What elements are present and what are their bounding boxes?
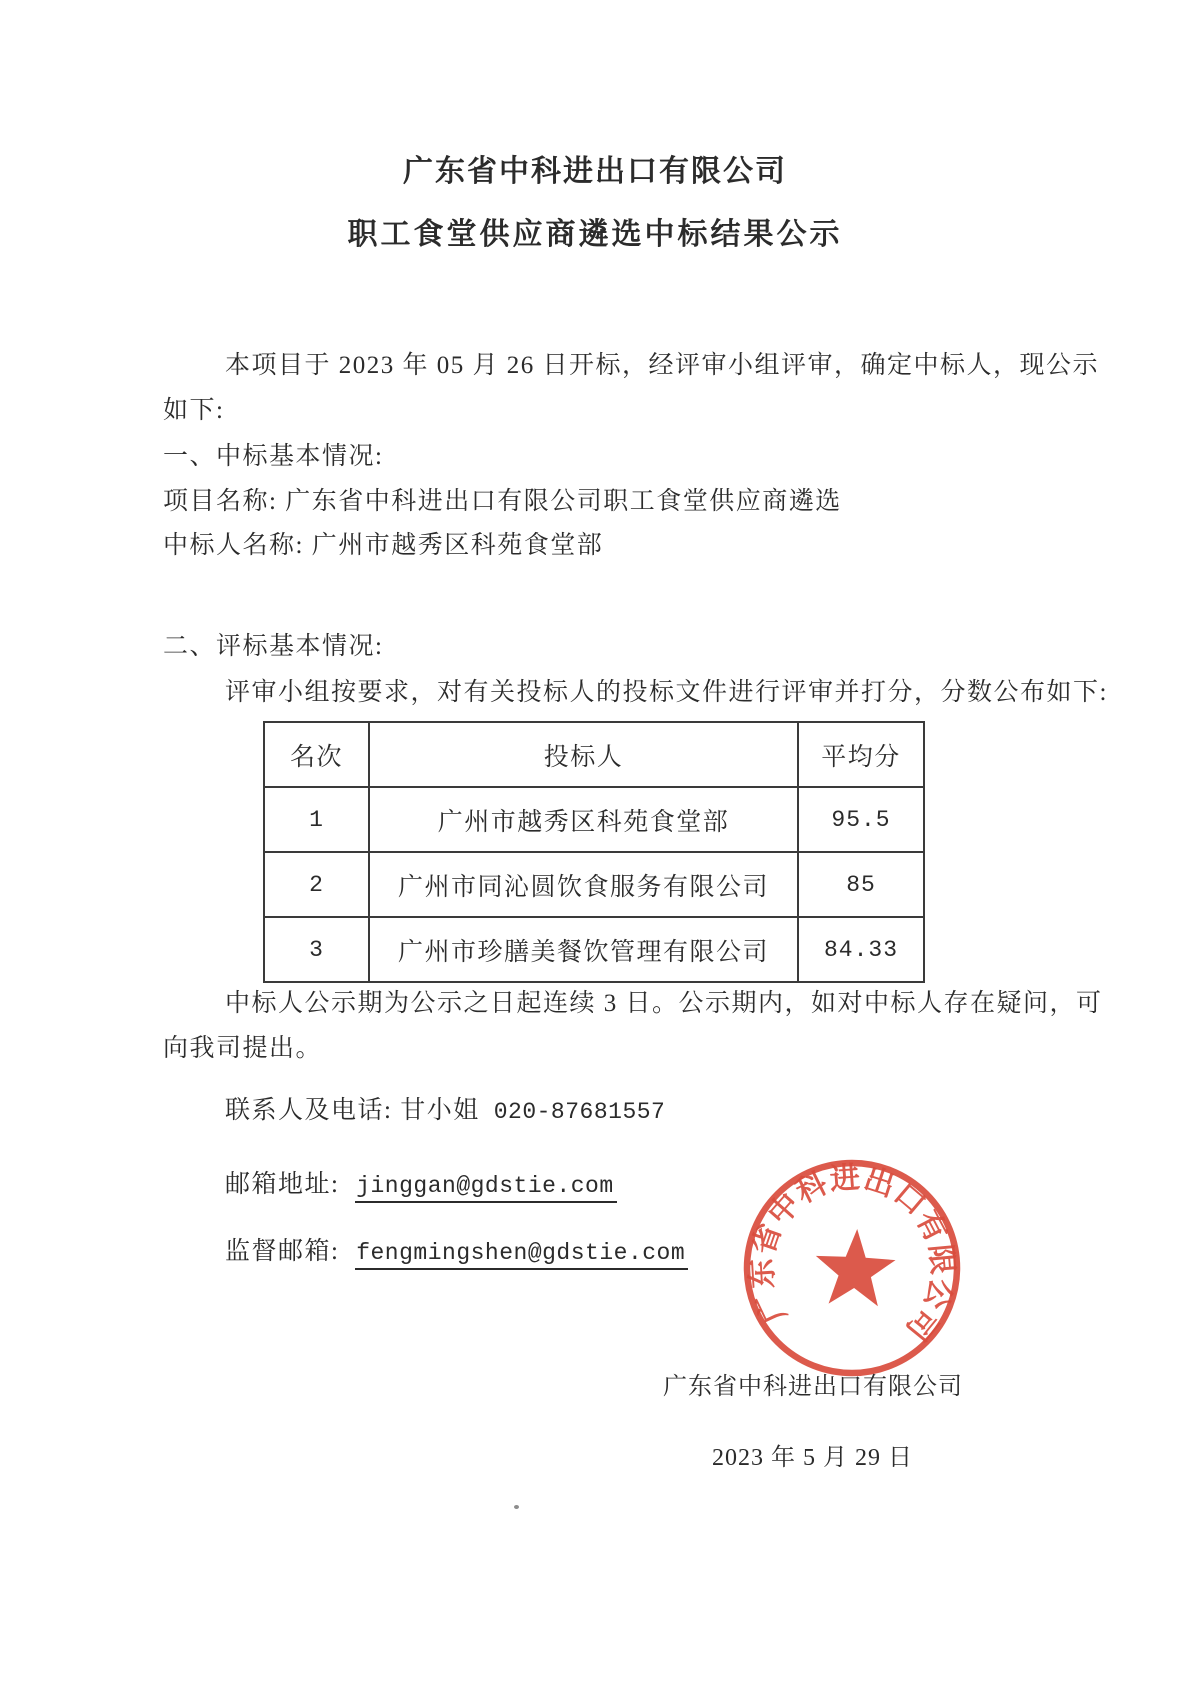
header-rank: 名次 (264, 722, 369, 787)
score-cell: 84.33 (798, 917, 924, 982)
seal-text: 广东省中科进出口有限公司 (745, 1161, 959, 1348)
contact-label: 联系人及电话: (225, 1097, 401, 1124)
supervise-email-label: 监督邮箱: (225, 1238, 348, 1265)
scan-artifact-dot (514, 1505, 519, 1509)
score-cell: 95.5 (798, 787, 924, 852)
intro-paragraph-line2: 如下: (163, 397, 225, 424)
email-label: 邮箱地址: (225, 1171, 348, 1198)
email-line (225, 1169, 617, 1202)
bidder-cell: 广州市同沁圆饮食服务有限公司 (369, 852, 798, 917)
bidder-cell: 广州市珍膳美餐饮管理有限公司 (369, 917, 798, 982)
rank-cell: 3 (264, 917, 369, 982)
section2-intro: 评审小组按要求，对有关投标人的投标文件进行评审并打分，分数公布如下: (225, 679, 1108, 706)
score-table (263, 721, 925, 983)
score-cell: 85 (798, 852, 924, 917)
contact-phone: 020-87681557 (493, 1099, 666, 1125)
section2-heading: 二、评标基本情况: (163, 633, 384, 660)
document-title-line1: 广东省中科进出口有限公司 (403, 155, 787, 188)
bidder-cell: 广州市越秀区科苑食堂部 (369, 787, 798, 852)
project-name-line: 项目名称: 广东省中科进出口有限公司职工食堂供应商遴选 (163, 488, 842, 515)
table-header-row (264, 722, 924, 787)
email-address: jinggan@gdstie.com (355, 1173, 616, 1203)
company-seal-stamp (722, 1138, 982, 1398)
header-bidder: 投标人 (369, 722, 798, 787)
seal-graphics (737, 1149, 971, 1373)
rank-cell: 2 (264, 852, 369, 917)
notice-line2: 向我司提出。 (163, 1035, 323, 1062)
rank-cell: 1 (264, 787, 369, 852)
supervise-email-address: fengmingshen@gdstie.com (355, 1240, 688, 1270)
table-row (264, 787, 924, 852)
intro-paragraph-line1: 本项目于 2023 年 05 月 26 日开标，经评审小组评审，确定中标人，现公示 (225, 352, 1100, 379)
document-title-line2: 职工食堂供应商遴选中标结果公示 (347, 218, 843, 251)
seal-ring (747, 1163, 957, 1373)
footer-company-name: 广东省中科进出口有限公司 (663, 1374, 963, 1400)
winner-name-line: 中标人名称: 广州市越秀区科苑食堂部 (163, 532, 604, 559)
contact-person: 甘小姐 (400, 1097, 480, 1124)
notice-line1: 中标人公示期为公示之日起连续 3 日。公示期内，如对中标人存在疑问，可 (225, 990, 1103, 1017)
table-row (264, 917, 924, 982)
supervise-email-line (225, 1236, 688, 1269)
contact-line (225, 1095, 665, 1128)
header-score: 平均分 (798, 722, 924, 787)
seal-star-icon (813, 1227, 897, 1307)
table-row (264, 852, 924, 917)
footer-date: 2023 年 5 月 29 日 (712, 1445, 913, 1471)
svg-text:广东省中科进出口有限公司 (737, 1149, 971, 1351)
section1-heading: 一、中标基本情况: (163, 443, 384, 470)
